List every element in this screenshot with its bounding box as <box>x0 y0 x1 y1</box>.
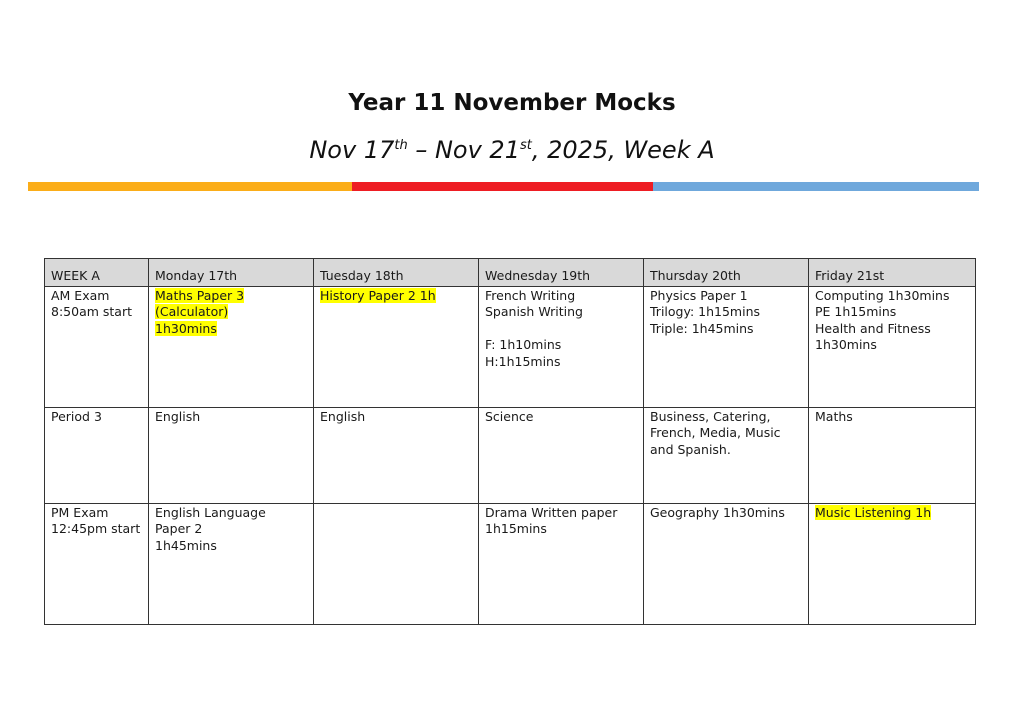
cell-text: English <box>155 408 201 424</box>
subtitle-start: Nov 17 <box>309 136 395 164</box>
cell-line <box>650 288 802 305</box>
header-friday: Friday 21st <box>809 259 976 287</box>
cell-text: Physics Paper 1 <box>650 287 748 303</box>
header-week: WEEK A <box>45 259 149 287</box>
table-row <box>45 286 976 407</box>
cell-line <box>650 321 802 338</box>
cell-text: Triple: 1h45mins <box>650 320 754 336</box>
cell-line <box>815 337 969 354</box>
cell-text: English Language <box>155 504 266 520</box>
cell-monday <box>149 407 314 503</box>
cell-wednesday <box>479 503 644 624</box>
row-label-line: 8:50am start <box>51 304 132 319</box>
cell-line <box>485 337 637 354</box>
cell-line <box>485 521 637 538</box>
cell-line <box>815 505 969 522</box>
cell-thursday <box>644 407 809 503</box>
cell-line <box>155 304 307 321</box>
cell-friday <box>809 503 976 624</box>
cell-line <box>650 442 802 459</box>
subtitle-mid: – Nov 21 <box>407 136 520 164</box>
header-tuesday: Tuesday 18th <box>314 259 479 287</box>
subtitle-end: , 2025, Week A <box>531 136 715 164</box>
subtitle-sup-st: st <box>519 138 532 153</box>
cell-thursday <box>644 286 809 407</box>
cell-text: and Spanish. <box>650 441 731 457</box>
cell-text: Science <box>485 408 534 424</box>
cell-line <box>485 505 637 522</box>
cell-line <box>155 321 307 338</box>
cell-line <box>815 304 969 321</box>
cell-line <box>815 288 969 305</box>
cell-tuesday <box>314 407 479 503</box>
table-row <box>45 503 976 624</box>
table-row <box>45 407 976 503</box>
highlighted-text: History Paper 2 1h <box>320 287 436 303</box>
header-row <box>45 259 976 287</box>
cell-line <box>155 409 307 426</box>
row-label-line: PM Exam <box>51 504 109 520</box>
red-stripe <box>352 182 653 191</box>
cell-line <box>485 354 637 371</box>
row-label-line: AM Exam <box>51 287 110 303</box>
highlighted-text: Music Listening 1h <box>815 504 932 520</box>
header-thursday: Thursday 20th <box>644 259 809 287</box>
page-subtitle <box>0 136 1024 164</box>
header-monday: Monday 17th <box>149 259 314 287</box>
row-label <box>45 503 149 624</box>
cell-text: French, Media, Music <box>650 425 781 440</box>
cell-text: 1h45mins <box>155 537 217 553</box>
cell-line <box>650 425 802 442</box>
cell-text: F: 1h10mins <box>485 337 562 352</box>
row-label-line: Period 3 <box>51 408 102 424</box>
cell-line <box>650 505 802 522</box>
cell-tuesday <box>314 503 479 624</box>
cell-line <box>815 321 969 338</box>
color-stripe-divider <box>28 182 979 191</box>
row-label <box>45 286 149 407</box>
cell-line <box>320 409 472 426</box>
cell-tuesday <box>314 286 479 407</box>
cell-text: English <box>320 408 366 424</box>
cell-line <box>320 288 472 305</box>
row-label <box>45 407 149 503</box>
cell-text: Business, Catering, <box>650 408 771 424</box>
cell-line <box>155 505 307 522</box>
cell-wednesday <box>479 286 644 407</box>
cell-text: Paper 2 <box>155 521 203 536</box>
cell-text: PE 1h15mins <box>815 304 897 319</box>
cell-friday <box>809 286 976 407</box>
highlighted-text: (Calculator) <box>155 304 229 319</box>
cell-text: Computing 1h30mins <box>815 287 950 303</box>
cell-text: 1h30mins <box>815 337 877 352</box>
cell-line <box>485 409 637 426</box>
blue-stripe <box>653 182 979 191</box>
row-label-line: 12:45pm start <box>51 521 141 536</box>
cell-line <box>155 538 307 555</box>
cell-wednesday <box>479 407 644 503</box>
cell-text: H:1h15mins <box>485 353 561 369</box>
cell-line <box>650 304 802 321</box>
cell-thursday <box>644 503 809 624</box>
cell-line <box>155 521 307 538</box>
cell-text: Health and Fitness <box>815 320 931 336</box>
cell-text: 1h15mins <box>485 521 547 536</box>
cell-line <box>485 321 637 338</box>
subtitle-sup-th: th <box>394 138 408 153</box>
cell-line <box>155 288 307 305</box>
cell-text: Geography 1h30mins <box>650 504 785 520</box>
page-title: Year 11 November Mocks <box>348 90 676 116</box>
cell-line <box>485 304 637 321</box>
cell-line <box>485 288 637 305</box>
highlighted-text: 1h30mins <box>155 320 217 336</box>
cell-text: Spanish Writing <box>485 304 583 319</box>
cell-text: Drama Written paper <box>485 504 618 520</box>
cell-line <box>815 409 969 426</box>
cell-text: French Writing <box>485 287 576 303</box>
cell-line <box>650 409 802 426</box>
cell-monday <box>149 286 314 407</box>
cell-monday <box>149 503 314 624</box>
highlighted-text: Maths Paper 3 <box>155 287 245 303</box>
exam-timetable <box>44 258 976 625</box>
orange-stripe <box>28 182 352 191</box>
header-wednesday: Wednesday 19th <box>479 259 644 287</box>
cell-text: Maths <box>815 408 853 424</box>
cell-text: Trilogy: 1h15mins <box>650 304 761 319</box>
cell-friday <box>809 407 976 503</box>
